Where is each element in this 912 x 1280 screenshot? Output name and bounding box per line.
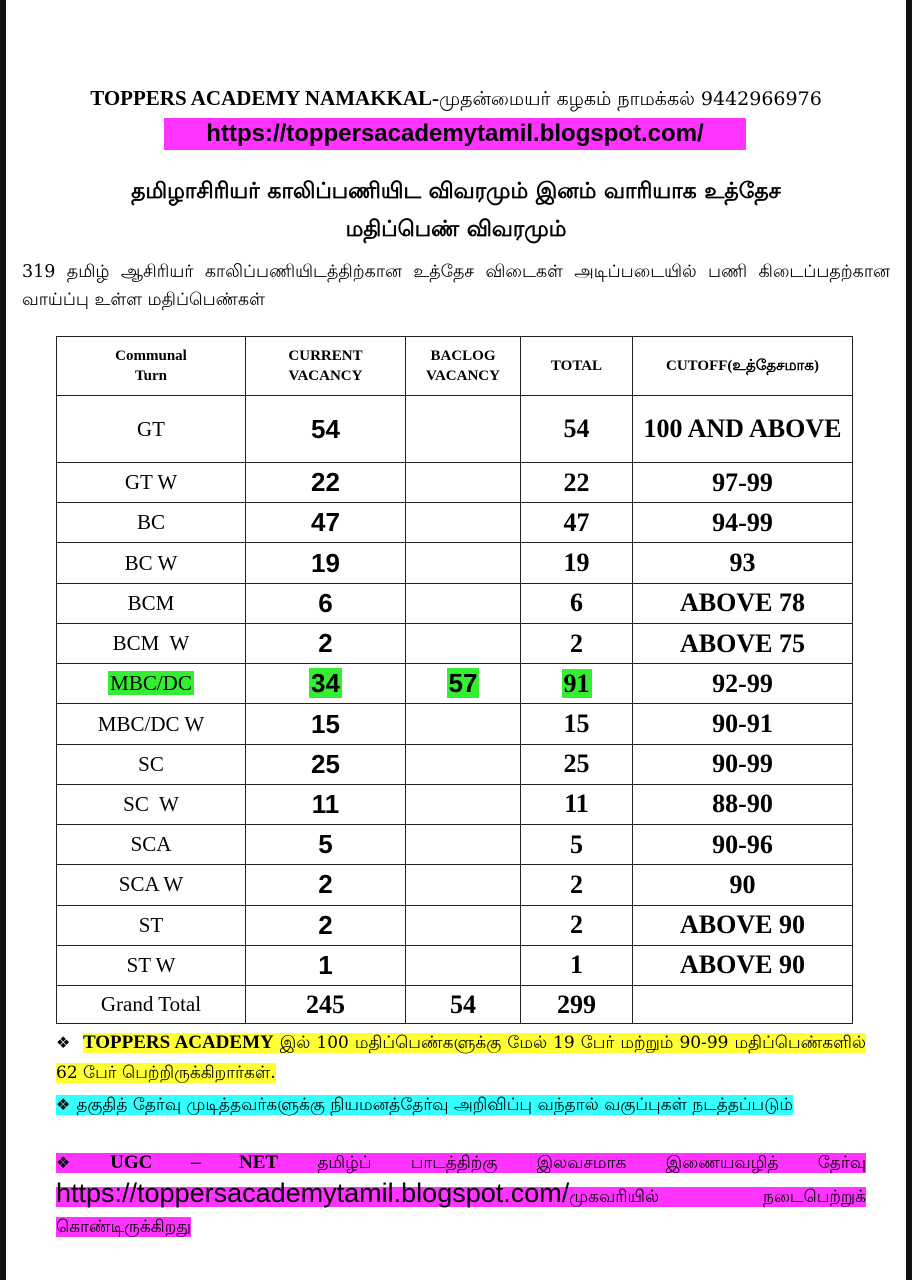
note-toppers-results	[56, 1028, 866, 1088]
cell-current: 22	[246, 463, 406, 503]
title-line-1: தமிழாசிரியர் காலிப்பணியிட விவரமும் இனம் வாரியாக உத்தேச	[131, 178, 781, 204]
cell-turn: BC W	[57, 543, 246, 583]
note1-highlight	[56, 1033, 866, 1083]
cell-current: 1	[246, 945, 406, 985]
highlight-total: 91	[563, 668, 590, 698]
cell-backlog	[406, 744, 521, 784]
cell-cutoff: ABOVE 90	[633, 945, 853, 985]
cell-backlog	[406, 945, 521, 985]
cell-current: 2	[246, 905, 406, 945]
cell-cutoff: ABOVE 78	[633, 583, 853, 623]
cell-cutoff: 97-99	[633, 463, 853, 503]
cell-cutoff	[633, 986, 853, 1024]
cell-turn: BCM	[57, 583, 246, 623]
cell-backlog	[406, 784, 521, 824]
cell-backlog	[406, 503, 521, 543]
note2-text: தகுதித் தேர்வு முடித்தவர்களுக்கு நியமனத்தேர்வு அறிவிப்பு வந்தால் வகுப்புகள் நடத்தப்படும்	[76, 1095, 794, 1115]
title-line-2: மதிப்பெண் விவரமும்	[345, 216, 567, 242]
cell-cutoff: ABOVE 90	[633, 905, 853, 945]
cell-backlog	[406, 865, 521, 905]
cell-total: 2	[521, 623, 633, 663]
cell-total: 6	[521, 583, 633, 623]
cell-turn: GT	[57, 396, 246, 463]
cell-turn: BCM W	[57, 623, 246, 663]
bullet-icon: ❖	[56, 1033, 71, 1052]
cell-turn: Grand Total	[57, 986, 246, 1024]
table-row	[57, 623, 853, 663]
cell-turn: SCA	[57, 825, 246, 865]
note1-text: இல் 100 மதிப்பெண்களுக்கு மேல் 19 பேர் மற்றும் 90-99 மதிப்பெண்களில் 62 பேர் பெற்றிருக்கிறார்கள்.	[56, 1033, 867, 1083]
table-row	[57, 704, 853, 744]
table-row	[57, 396, 853, 463]
highlight-backlog: 57	[448, 668, 478, 699]
header-communal-turn: Communal Turn	[57, 337, 246, 396]
cell-cutoff: 90	[633, 865, 853, 905]
cell-current	[246, 664, 406, 704]
cell-backlog	[406, 583, 521, 623]
table-row	[57, 945, 853, 985]
cell-backlog	[406, 396, 521, 463]
cell-turn: ST W	[57, 945, 246, 985]
note1-academy: TOPPERS ACADEMY	[82, 1032, 274, 1053]
cell-cutoff: 88-90	[633, 784, 853, 824]
note2-highlight	[56, 1095, 793, 1115]
cell-total: 1	[521, 945, 633, 985]
note3-url-link[interactable]: https://toppersacademytamil.blogspot.com/	[56, 1178, 570, 1208]
blog-url-link[interactable]: https://toppersacademytamil.blogspot.com/	[164, 118, 746, 150]
cell-backlog	[406, 825, 521, 865]
cell-total: 299	[521, 986, 633, 1024]
cell-turn: SC W	[57, 784, 246, 824]
table-header-row	[57, 337, 853, 396]
header-total: TOTAL	[521, 337, 633, 396]
cell-turn: SCA W	[57, 865, 246, 905]
highlight-turn: MBC/DC	[110, 671, 192, 696]
cell-total: 22	[521, 463, 633, 503]
academy-name-ta: முதன்மையர் கழகம் நாமக்கல் 9442966976	[439, 88, 822, 110]
note3-ugc: UGC – NET	[110, 1152, 279, 1173]
cell-backlog	[406, 664, 521, 704]
cell-current: 47	[246, 503, 406, 543]
cell-total: 2	[521, 905, 633, 945]
cell-backlog	[406, 905, 521, 945]
table-row	[57, 744, 853, 784]
grand-total-row	[57, 986, 853, 1024]
cell-cutoff: 90-96	[633, 825, 853, 865]
table-row	[57, 784, 853, 824]
cell-total: 54	[521, 396, 633, 463]
cell-turn: SC	[57, 744, 246, 784]
cell-total	[521, 664, 633, 704]
cell-turn: BC	[57, 503, 246, 543]
vacancy-table	[56, 336, 853, 1024]
note-classes	[56, 1090, 866, 1120]
header-cutoff: CUTOFF(உத்தேசமாக)	[633, 337, 853, 396]
table-row	[57, 503, 853, 543]
cell-total: 15	[521, 704, 633, 744]
cell-total: 19	[521, 543, 633, 583]
cell-backlog	[406, 704, 521, 744]
table-row	[57, 543, 853, 583]
cell-current: 2	[246, 865, 406, 905]
cell-cutoff: 92-99	[633, 664, 853, 704]
cell-turn: MBC/DC W	[57, 704, 246, 744]
cell-current: 15	[246, 704, 406, 744]
cell-cutoff: 100 AND ABOVE	[633, 396, 853, 463]
cell-current: 245	[246, 986, 406, 1024]
cell-current: 6	[246, 583, 406, 623]
header-current-vacancy: CURRENT VACANCY	[246, 337, 406, 396]
cell-turn	[57, 664, 246, 704]
cell-backlog: 54	[406, 986, 521, 1024]
cell-cutoff: ABOVE 75	[633, 623, 853, 663]
note3-suffix: முகவரியில்	[569, 1187, 660, 1207]
bullet-icon: ❖	[56, 1095, 71, 1114]
cell-total: 47	[521, 503, 633, 543]
cell-total: 11	[521, 784, 633, 824]
table-row	[57, 905, 853, 945]
table-row	[57, 825, 853, 865]
cell-backlog	[406, 543, 521, 583]
cell-total: 5	[521, 825, 633, 865]
table-row	[57, 865, 853, 905]
left-edge-bar	[0, 0, 6, 1280]
right-edge-bar	[906, 0, 912, 1280]
intro-text: 319 தமிழ் ஆசிரியர் காலிப்பணியிடத்திற்கான உத்தேச விடைகள் அடிப்படையில் பணி கிடைப்பதற்கான வாய்ப்பு உள்ள மதிப்பெண்கள்	[22, 262, 890, 310]
cell-current: 19	[246, 543, 406, 583]
cell-current: 11	[246, 784, 406, 824]
bullet-icon: ❖	[56, 1153, 105, 1172]
highlight-current: 34	[311, 668, 340, 699]
page-title	[50, 172, 862, 248]
cell-cutoff: 90-91	[633, 704, 853, 744]
note3-highlight	[56, 1153, 866, 1237]
academy-name-en: TOPPERS ACADEMY NAMAKKAL-	[90, 86, 440, 110]
cell-current: 5	[246, 825, 406, 865]
cell-backlog	[406, 623, 521, 663]
cell-current: 54	[246, 396, 406, 463]
academy-header	[0, 86, 912, 113]
cell-backlog	[406, 463, 521, 503]
cell-cutoff: 90-99	[633, 744, 853, 784]
cell-cutoff: 94-99	[633, 503, 853, 543]
table-row	[57, 583, 853, 623]
cell-turn: ST	[57, 905, 246, 945]
note3-text: தமிழ்ப் பாடத்திற்கு இலவசமாக இணையவழித் தேர்வு	[317, 1153, 866, 1173]
cell-turn: GT W	[57, 463, 246, 503]
cell-current: 2	[246, 623, 406, 663]
table-row-highlighted	[57, 664, 853, 704]
note3-end: நடைபெற்றுக் கொண்டிருக்கிறது	[56, 1187, 866, 1237]
cell-current: 25	[246, 744, 406, 784]
header-backlog-vacancy: BACLOG VACANCY	[406, 337, 521, 396]
table-row	[57, 463, 853, 503]
cell-total: 2	[521, 865, 633, 905]
cell-cutoff: 93	[633, 543, 853, 583]
cell-total: 25	[521, 744, 633, 784]
note-ugc-net	[56, 1148, 866, 1242]
